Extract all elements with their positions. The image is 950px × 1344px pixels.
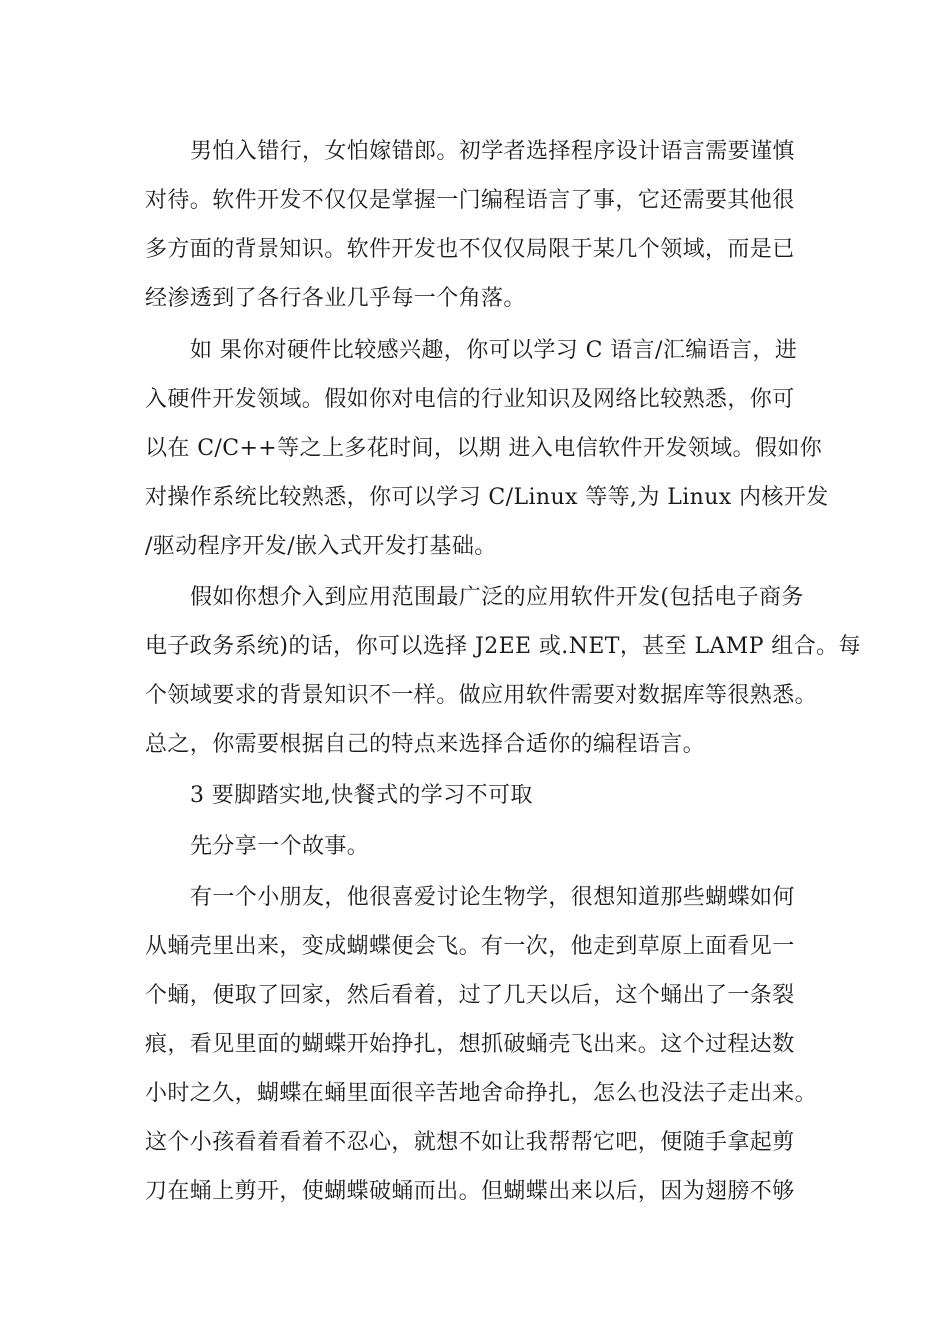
text-line: 从蛹壳里出来，变成蝴蝶便会飞。有一次，他走到草原上面看见一 xyxy=(145,934,795,959)
text-line: 如 果你对硬件比较感兴趣，你可以学习 C 语言/汇编语言，进 xyxy=(190,338,798,363)
text-line: 以在 C/C++等之上多花时间，以期 进入电信软件开发领域。假如你 xyxy=(145,436,823,461)
text-line: 个领域要求的背景知识不一样。做应用软件需要对数据库等很熟悉。 xyxy=(145,683,818,708)
text-line: 这个小孩看着看着不忍心，就想不如让我帮帮它吧，便随手拿起剪 xyxy=(145,1130,795,1155)
text-line: 痕，看见里面的蝴蝶开始挣扎，想抓破蛹壳飞出来。这个过程达数 xyxy=(145,1032,795,1057)
text-line: /驱动程序开发/嵌入式开发打基础。 xyxy=(145,534,497,559)
text-line: 经渗透到了各行各业几乎每一个角落。 xyxy=(145,286,526,311)
text-line: 男怕入错行，女怕嫁错郎。初学者选择程序设计语言需要谨慎 xyxy=(190,139,795,164)
text-line: 有一个小朋友，他很喜爱讨论生物学，很想知道那些蝴蝶如何 xyxy=(190,885,795,910)
text-line: 对待。软件开发不仅仅是掌握一门编程语言了事，它还需要其他很 xyxy=(145,188,795,213)
text-line: 假如你想介入到应用范围最广泛的应用软件开发(包括电子商务 xyxy=(190,585,804,610)
text-line: 刀在蛹上剪开，使蝴蝶破蛹而出。但蝴蝶出来以后，因为翅膀不够 xyxy=(145,1179,795,1204)
text-line: 对操作系统比较熟悉，你可以学习 C/Linux 等等,为 Linux 内核开发 xyxy=(145,485,829,510)
text-line: 个蛹，便取了回家，然后看着，过了几天以后，这个蛹出了一条裂 xyxy=(145,983,795,1008)
text-line: 小时之久，蝴蝶在蛹里面很辛苦地舍命挣扎，怎么也没法子走出来。 xyxy=(145,1081,818,1106)
text-line: 多方面的背景知识。软件开发也不仅仅局限于某几个领域，而是已 xyxy=(145,237,795,262)
text-line: 入硬件开发领域。假如你对电信的行业知识及网络比较熟悉，你可 xyxy=(145,387,795,412)
text-line: 总之，你需要根据自己的特点来选择合适你的编程语言。 xyxy=(145,732,706,757)
text-line: 电子政务系统)的话，你可以选择 J2EE 或.NET，甚至 LAMP 组合。每 xyxy=(145,634,861,659)
text-line: 先分享一个故事。 xyxy=(190,834,370,859)
section-heading: 3 要脚踏实地,快餐式的学习不可取 xyxy=(190,783,533,808)
